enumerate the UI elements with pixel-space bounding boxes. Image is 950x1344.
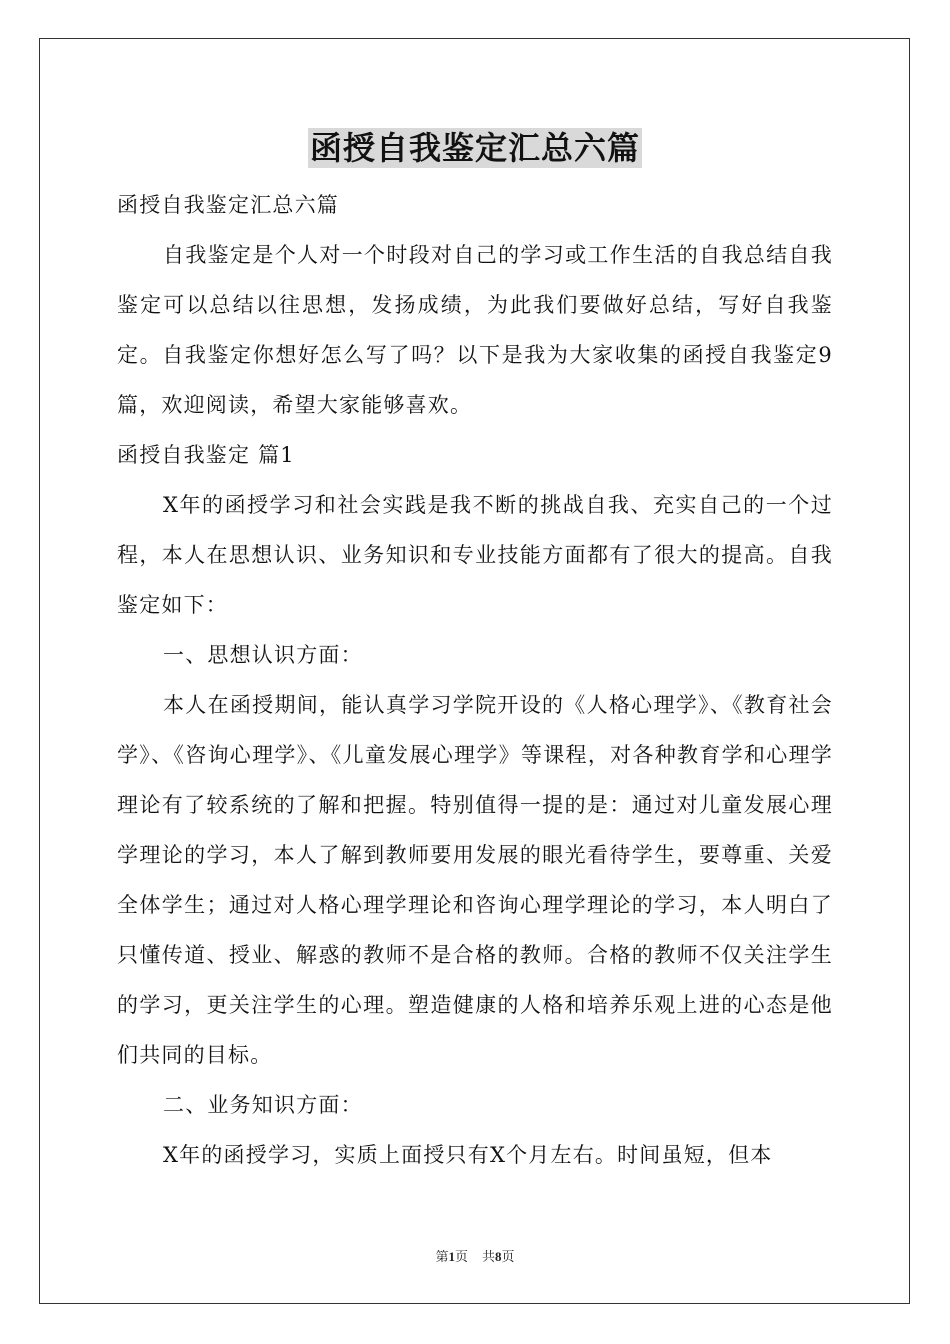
document-body: [117, 180, 833, 1180]
page-prefix: 第: [435, 1249, 449, 1264]
page-footer: [0, 1246, 950, 1265]
document-title: 函授自我鉴定汇总六篇: [309, 129, 640, 167]
current-page-number: 1: [448, 1249, 455, 1264]
total-suffix: 页: [501, 1249, 515, 1264]
paragraph: 一、思想认识方面：: [163, 643, 363, 667]
paragraph: 函授自我鉴定汇总六篇: [117, 193, 339, 217]
paragraph: 本人在函授期间，能认真学习学院开设的《人格心理学》、《教育社会学》、《咨询心理学》、《儿童发展心理学》等课程，对各种教育学和心理学理论有了较系统的了解和把握。特别值得一提的是：通过对儿童发展心理学理论的学习，本人了解到教师要用发展的眼光看待学生，要尊重、关爱全体学生；通过对人格心理学理论和咨询心理学理论的学习，本人明白了只懂传道、授业、解惑的教师不是合格的教师。合格的教师不仅关注学生的学习，更关注学生的心理。塑造健康的人格和培养乐观上进的心态是他们共同的目标。: [117, 693, 833, 1067]
title-container: [0, 128, 950, 168]
paragraph: X年的函授学习和社会实践是我不断的挑战自我、充实自己的一个过程，本人在思想认识、业务知识和专业技能方面都有了很大的提高。自我鉴定如下：: [117, 493, 833, 617]
page-suffix: 页: [454, 1249, 468, 1264]
paragraph: 自我鉴定是个人对一个时段对自己的学习或工作生活的自我总结自我鉴定可以总结以往思想，发扬成绩，为此我们要做好总结，写好自我鉴定。自我鉴定你想好怎么写了吗？以下是我为大家收集的函授自我鉴定9篇，欢迎阅读，希望大家能够喜欢。: [117, 243, 833, 417]
paragraph: 函授自我鉴定 篇1: [117, 443, 295, 467]
paragraph: 二、业务知识方面：: [163, 1093, 363, 1117]
total-page-number: 8: [495, 1249, 502, 1264]
paragraph: X年的函授学习，实质上面授只有X个月左右。时间虽短，但本: [163, 1143, 773, 1167]
total-prefix: 共: [482, 1249, 496, 1264]
